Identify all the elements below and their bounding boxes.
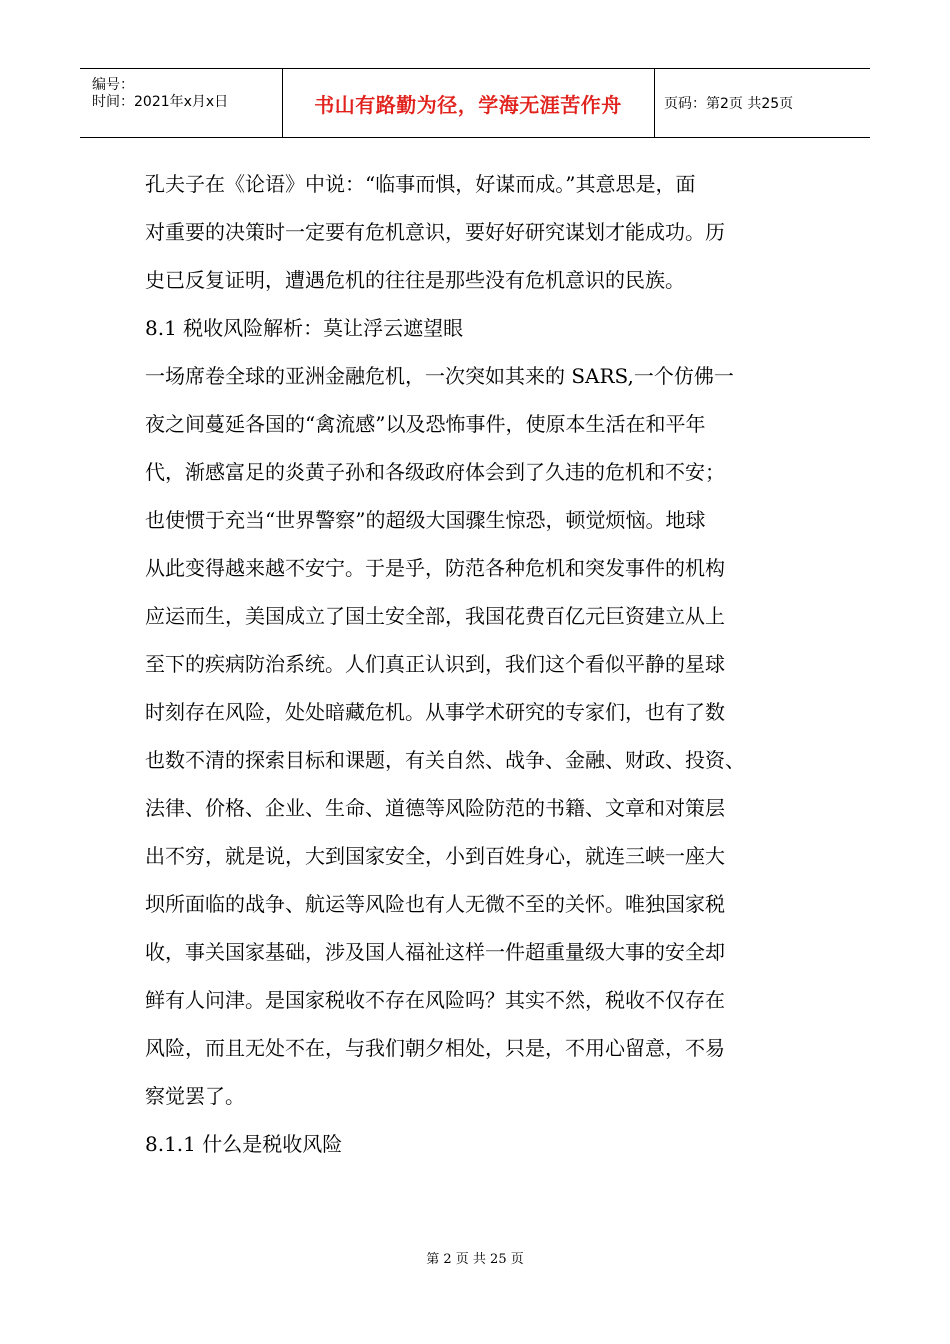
paragraph-line: 史已反复证明，遭遇危机的往往是那些没有危机意识的民族。 <box>145 268 685 292</box>
paragraph-line: 对重要的决策时一定要有危机意识，要好好研究谋划才能成功。历 <box>145 220 725 244</box>
serial-number-label: 编号： <box>92 77 134 93</box>
footer-page-number: 第 2 页 共 25 页 <box>426 1252 524 1267</box>
paragraph-line: 也使惯于充当“世界警察”的超级大国骤生惊恐，顿觉烦恼。地球 <box>145 508 706 532</box>
paragraph-line: 出不穷，就是说，大到国家安全，小到百姓身心，就连三峡一座大 <box>145 844 725 868</box>
paragraph-line: 代，渐感富足的炎黄子孙和各级政府体会到了久违的危机和不安； <box>145 460 725 484</box>
paragraph-line: 坝所面临的战争、航运等风险也有人无微不至的关怀。唯独国家税 <box>145 892 725 916</box>
paragraph-line: 孔夫子在《论语》中说：“临事而惧，好谋而成。”其意思是，面 <box>145 172 696 196</box>
paragraph-line: 察觉罢了。 <box>145 1084 245 1108</box>
page-footer <box>0 1248 950 1267</box>
paragraph-line: 风险，而且无处不在，与我们朝夕相处，只是，不用心留意，不易 <box>145 1036 725 1060</box>
paragraph-line: 应运而生，美国成立了国土安全部，我国花费百亿元巨资建立从上 <box>145 604 725 628</box>
paragraph-line: 一场席卷全球的亚洲金融危机，一次突如其来的 SARS,一个仿佛一 <box>145 364 734 388</box>
date-label: 时间：2021年x月x日 <box>92 94 229 110</box>
page-info: 页码：第2页 共25页 <box>664 96 794 112</box>
header-meta-cell <box>80 69 283 137</box>
header-motto-cell <box>282 69 655 137</box>
paragraph-line: 法律、价格、企业、生命、道德等风险防范的书籍、文章和对策层 <box>145 796 725 820</box>
document-body <box>145 160 825 1168</box>
page-header <box>80 68 870 138</box>
paragraph-line: 夜之间蔓延各国的“禽流感”以及恐怖事件，使原本生活在和平年 <box>145 412 706 436</box>
paragraph-line: 从此变得越来越不安宁。于是乎，防范各种危机和突发事件的机构 <box>145 556 725 580</box>
subsection-heading: 8.1.1 什么是税收风险 <box>145 1132 343 1156</box>
paragraph-line: 至下的疾病防治系统。人们真正认识到，我们这个看似平静的星球 <box>145 652 725 676</box>
paragraph-line: 也数不清的探索目标和课题，有关自然、战争、金融、财政、投资、 <box>145 748 745 772</box>
section-heading: 8.1 税收风险解析：莫让浮云遮望眼 <box>145 316 464 340</box>
paragraph-line: 鲜有人问津。是国家税收不存在风险吗？其实不然，税收不仅存在 <box>145 988 725 1012</box>
paragraph-line: 时刻存在风险，处处暗藏危机。从事学术研究的专家们，也有了数 <box>145 700 725 724</box>
motto-text: 书山有路勤为径，学海无涯苦作舟 <box>314 92 622 117</box>
header-page-cell <box>654 69 880 137</box>
paragraph-line: 收，事关国家基础，涉及国人福祉这样一件超重量级大事的安全却 <box>145 940 725 964</box>
